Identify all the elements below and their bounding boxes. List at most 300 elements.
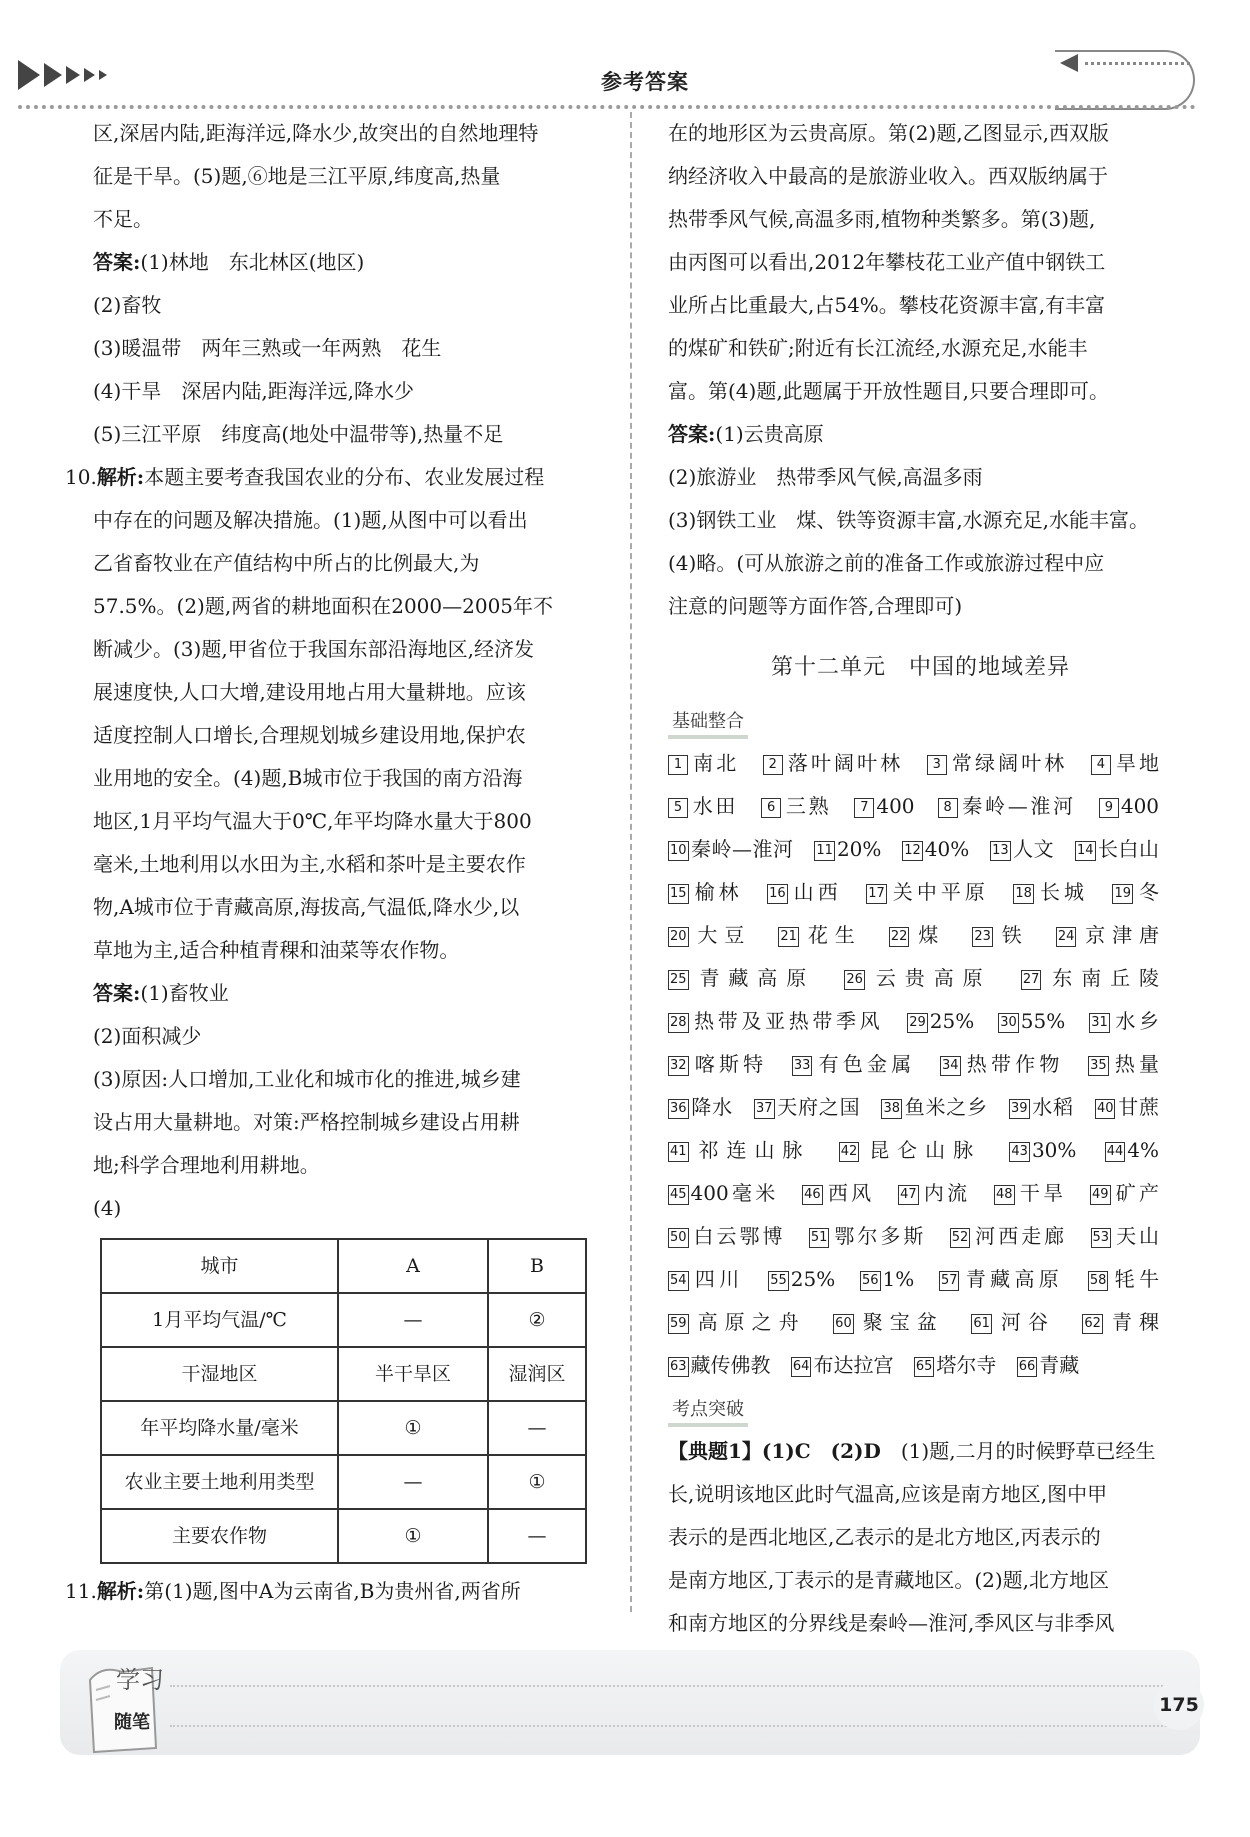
chip-text: 1% bbox=[882, 1267, 915, 1291]
chip-text: 20% bbox=[836, 837, 882, 861]
number-box-icon: 37 bbox=[754, 1099, 775, 1119]
chip-text: 长白山 bbox=[1097, 837, 1160, 861]
answer-chip bbox=[668, 966, 815, 990]
answer-item: 地;科学合理地利用耕地。 bbox=[93, 1153, 320, 1177]
answer-item: (2)旅游业 热带季风气候,高温多雨 bbox=[668, 465, 983, 489]
table-row bbox=[101, 1401, 586, 1455]
table-row bbox=[101, 1455, 586, 1509]
notes-subtitle: 随笔 bbox=[114, 1712, 150, 1733]
answer-chip bbox=[761, 794, 831, 818]
page-footer bbox=[60, 1650, 1200, 1770]
number-box-icon: 65 bbox=[914, 1357, 935, 1377]
chip-text: 400毫米 bbox=[690, 1181, 779, 1205]
answer-chip bbox=[1088, 1267, 1159, 1291]
answer-chip bbox=[1075, 837, 1159, 861]
chip-text: 秦岭—淮河 bbox=[959, 794, 1076, 818]
answer-chip bbox=[668, 1267, 744, 1291]
dianti-explanation bbox=[668, 1430, 1173, 1645]
text-line: 物,A城市位于青藏高原,海拔高,气温低,降水少,以 bbox=[93, 895, 520, 919]
q11-answers bbox=[668, 413, 1173, 628]
text-line: 长,说明该地区此时气温高,应该是南方地区,图中甲 bbox=[668, 1482, 1108, 1506]
table-cell: — bbox=[338, 1455, 488, 1509]
number-box-icon: 16 bbox=[767, 884, 788, 904]
table-cell: ② bbox=[488, 1293, 586, 1347]
number-box-icon: 64 bbox=[791, 1357, 812, 1377]
answer-item: (1)林地 东北林区(地区) bbox=[140, 250, 365, 274]
table-cell: 主要农作物 bbox=[101, 1509, 338, 1563]
chip-text: 旱地 bbox=[1112, 751, 1160, 775]
notes-title: 学习 bbox=[116, 1666, 164, 1694]
number-box-icon: 48 bbox=[994, 1185, 1015, 1205]
chip-text: 水田 bbox=[690, 794, 739, 818]
text-line: 在的地形区为云贵高原。第(2)题,乙图显示,西双版 bbox=[668, 121, 1110, 145]
answer-chip bbox=[814, 837, 881, 861]
chip-text: 秦岭—淮河 bbox=[690, 837, 794, 861]
chip-text: 热带及亚热带季风 bbox=[690, 1009, 884, 1033]
answer-chip bbox=[809, 1224, 926, 1248]
answer-chip bbox=[668, 794, 738, 818]
answer-chip bbox=[763, 751, 904, 775]
answer-chip bbox=[668, 880, 743, 904]
table-header-cell: 城市 bbox=[101, 1239, 338, 1293]
number-box-icon: 10 bbox=[668, 841, 689, 861]
number-box-icon: 34 bbox=[940, 1056, 961, 1076]
question-number: 11. bbox=[65, 1579, 97, 1603]
table-cell: — bbox=[488, 1401, 586, 1455]
number-box-icon: 15 bbox=[668, 884, 689, 904]
number-box-icon: 46 bbox=[802, 1185, 823, 1205]
table-cell: — bbox=[338, 1293, 488, 1347]
number-box-icon: 21 bbox=[778, 927, 799, 947]
table-cell: ① bbox=[338, 1509, 488, 1563]
answer-chip bbox=[668, 1138, 810, 1162]
answer-item: (5)三江平原 纬度高(地处中温带等),热量不足 bbox=[93, 422, 504, 446]
number-box-icon: 3 bbox=[927, 755, 947, 775]
left-column bbox=[65, 112, 600, 1613]
answer-chip bbox=[1021, 966, 1159, 990]
text-line: 热带季风气候,高温多雨,植物种类繁多。第(3)题, bbox=[668, 207, 1096, 231]
chip-text: 青稞 bbox=[1104, 1310, 1160, 1334]
chip-text: 塔尔寺 bbox=[936, 1353, 997, 1377]
answer-chip bbox=[940, 1052, 1064, 1076]
number-box-icon: 58 bbox=[1088, 1271, 1109, 1291]
answer-chip bbox=[1056, 923, 1159, 947]
number-box-icon: 60 bbox=[833, 1314, 854, 1334]
number-box-icon: 39 bbox=[1009, 1099, 1030, 1119]
answer-chip bbox=[939, 1267, 1063, 1291]
answer-chip bbox=[1091, 751, 1159, 775]
answer-chip bbox=[971, 1310, 1055, 1334]
question-number: 10. bbox=[65, 465, 97, 489]
chip-text: 25% bbox=[929, 1009, 975, 1033]
number-box-icon: 12 bbox=[902, 841, 923, 861]
answer-chip bbox=[994, 1181, 1066, 1205]
number-box-icon: 41 bbox=[668, 1142, 689, 1162]
answer-chip bbox=[889, 923, 945, 947]
number-box-icon: 35 bbox=[1088, 1056, 1109, 1076]
chip-text: 人文 bbox=[1012, 837, 1055, 861]
chip-text: 落叶阔叶林 bbox=[784, 751, 904, 775]
text-line: 的煤矿和铁矿;附近有长江流经,水源充足,水能丰 bbox=[668, 336, 1088, 360]
answer-chip bbox=[938, 794, 1076, 818]
number-box-icon: 7 bbox=[854, 798, 874, 818]
chip-text: 大豆 bbox=[690, 923, 752, 947]
number-box-icon: 57 bbox=[939, 1271, 960, 1291]
chip-text: 40% bbox=[924, 837, 970, 861]
number-box-icon: 59 bbox=[668, 1314, 689, 1334]
answer-chip bbox=[1105, 1138, 1159, 1162]
answer-chip bbox=[668, 923, 751, 947]
number-box-icon: 26 bbox=[844, 970, 865, 990]
answer-chip bbox=[854, 794, 914, 818]
number-box-icon: 63 bbox=[668, 1357, 689, 1377]
table-cell: 干湿地区 bbox=[101, 1347, 338, 1401]
example-answer: (1)C (2)D bbox=[761, 1439, 881, 1463]
table-cell: 1月平均气温/℃ bbox=[101, 1293, 338, 1347]
number-box-icon: 25 bbox=[668, 970, 689, 990]
table-cell: 半干旱区 bbox=[338, 1347, 488, 1401]
answer-chip bbox=[767, 880, 842, 904]
answer-chip bbox=[1009, 1138, 1076, 1162]
arrow-decoration-icon bbox=[18, 60, 111, 90]
number-box-icon: 52 bbox=[950, 1228, 971, 1248]
table-cell: ① bbox=[488, 1455, 586, 1509]
answer-chip bbox=[1009, 1095, 1074, 1119]
answer-chip bbox=[860, 1267, 914, 1291]
number-box-icon: 47 bbox=[898, 1185, 919, 1205]
table-header-cell: A bbox=[338, 1239, 488, 1293]
answer-item: (3)钢铁工业 煤、铁等资源丰富,水源充足,水能丰富。 bbox=[668, 508, 1150, 532]
explanation-label: 解析: bbox=[96, 465, 145, 489]
q9-explanation-tail bbox=[65, 112, 600, 241]
text-line: 富。第(4)题,此题属于开放性题目,只要合理即可。 bbox=[668, 379, 1110, 403]
text-line: 地区,1月平均气温大于0℃,年平均降水量大于800 bbox=[93, 809, 532, 833]
text-line: 是南方地区,丁表示的是青藏地区。(2)题,北方地区 bbox=[668, 1568, 1110, 1592]
section-heading: 考点突破 bbox=[668, 1397, 748, 1427]
number-box-icon: 23 bbox=[972, 927, 993, 947]
chip-text: 4% bbox=[1127, 1138, 1160, 1162]
number-box-icon: 31 bbox=[1089, 1013, 1110, 1033]
chip-text: 冬 bbox=[1135, 880, 1160, 904]
answer-chip bbox=[914, 1353, 997, 1377]
text-line: 乙省畜牧业在产值结构中所占的比例最大,为 bbox=[93, 551, 480, 575]
chip-text: 榆林 bbox=[690, 880, 743, 904]
answer-chip bbox=[668, 1353, 771, 1377]
table-row bbox=[101, 1347, 586, 1401]
chip-text: 煤 bbox=[911, 923, 946, 947]
chip-text: 长城 bbox=[1035, 880, 1089, 904]
text-line: 表示的是西北地区,乙表示的是北方地区,丙表示的 bbox=[668, 1525, 1101, 1549]
number-box-icon: 53 bbox=[1091, 1228, 1112, 1248]
answer-chip bbox=[898, 1181, 970, 1205]
chip-text: 喀斯特 bbox=[690, 1052, 768, 1076]
number-box-icon: 50 bbox=[668, 1228, 689, 1248]
notes-area bbox=[60, 1650, 1200, 1755]
number-box-icon: 1 bbox=[668, 755, 688, 775]
table-row bbox=[101, 1509, 586, 1563]
answer-chip bbox=[902, 837, 969, 861]
answer-chip bbox=[668, 1052, 767, 1076]
chip-text: 水乡 bbox=[1111, 1009, 1160, 1033]
answer-item: (1)云贵高原 bbox=[715, 422, 824, 446]
chip-text: 30% bbox=[1031, 1138, 1077, 1162]
text-line bbox=[668, 413, 1173, 456]
number-box-icon: 55 bbox=[768, 1271, 789, 1291]
note-line bbox=[170, 1685, 1170, 1687]
explanation-label: 解析: bbox=[96, 1579, 145, 1603]
text-line bbox=[93, 972, 600, 1015]
number-box-icon: 32 bbox=[668, 1056, 689, 1076]
climate-table bbox=[100, 1238, 587, 1564]
page-number: 175 bbox=[1154, 1680, 1204, 1730]
number-box-icon: 19 bbox=[1112, 884, 1133, 904]
right-column bbox=[668, 112, 1173, 1645]
answer-chip bbox=[668, 751, 739, 775]
chip-text: 布达拉宫 bbox=[813, 1353, 894, 1377]
answer-chip bbox=[778, 923, 861, 947]
table-cell: 农业主要土地利用类型 bbox=[101, 1455, 338, 1509]
table-cell: 年平均降水量/毫米 bbox=[101, 1401, 338, 1455]
answer-item: (4) bbox=[93, 1196, 122, 1220]
number-box-icon: 43 bbox=[1009, 1142, 1030, 1162]
number-box-icon: 5 bbox=[668, 798, 688, 818]
answer-chip bbox=[768, 1267, 835, 1291]
table-header-cell: B bbox=[488, 1239, 586, 1293]
chip-text: 鱼米之乡 bbox=[904, 1095, 988, 1119]
answer-chip bbox=[668, 1224, 785, 1248]
answer-chip bbox=[1013, 880, 1088, 904]
answer-chip bbox=[668, 1310, 806, 1334]
answer-chip bbox=[844, 966, 991, 990]
answer-chip bbox=[950, 1224, 1067, 1248]
number-box-icon: 24 bbox=[1056, 927, 1077, 947]
answer-chip bbox=[668, 1181, 779, 1205]
answer-chip bbox=[792, 1052, 916, 1076]
number-box-icon: 51 bbox=[809, 1228, 830, 1248]
number-box-icon: 11 bbox=[814, 841, 835, 861]
chip-text: 聚宝盆 bbox=[855, 1310, 944, 1334]
answer-chip bbox=[668, 1095, 733, 1119]
answer-chip bbox=[1017, 1353, 1080, 1377]
answer-item: (4)略。(可从旅游之前的准备工作或旅游过程中应 bbox=[668, 551, 1105, 575]
q11-explanation-start bbox=[65, 1570, 600, 1613]
chip-text: 山西 bbox=[789, 880, 842, 904]
answer-label: 答案: bbox=[668, 422, 716, 446]
chip-text: 河谷 bbox=[993, 1310, 1055, 1334]
text-line: 业所占比重最大,占54%。攀枝花资源丰富,有丰富 bbox=[668, 293, 1106, 317]
answer-chip bbox=[998, 1009, 1065, 1033]
page-header bbox=[0, 30, 1250, 110]
chip-text: 鄂尔多斯 bbox=[831, 1224, 927, 1248]
chip-text: 东南丘陵 bbox=[1043, 966, 1160, 990]
text-line: 业用地的安全。(4)题,B城市位于我国的南方沿海 bbox=[93, 766, 523, 790]
chip-text: 25% bbox=[790, 1267, 836, 1291]
answer-chip bbox=[972, 923, 1028, 947]
chip-text: 京津唐 bbox=[1078, 923, 1160, 947]
q9-answers bbox=[65, 241, 600, 456]
answer-chip bbox=[866, 880, 989, 904]
table-row bbox=[101, 1293, 586, 1347]
chip-text: 青藏 bbox=[1039, 1353, 1080, 1377]
number-box-icon: 66 bbox=[1017, 1357, 1038, 1377]
chip-text: 天府之国 bbox=[776, 1095, 861, 1119]
answer-item: (2)面积减少 bbox=[93, 1024, 202, 1048]
chip-text: 热量 bbox=[1110, 1052, 1160, 1076]
answer-chip bbox=[1095, 1095, 1159, 1119]
answer-item: (3)暖温带 两年三熟或一年两熟 花生 bbox=[93, 336, 442, 360]
table-cell: 湿润区 bbox=[488, 1347, 586, 1401]
fill-in-answers bbox=[668, 742, 1173, 1387]
number-box-icon: 44 bbox=[1105, 1142, 1126, 1162]
text-line: 本题主要考查我国农业的分布、农业发展过程 bbox=[144, 465, 545, 489]
answer-chip bbox=[1088, 1052, 1159, 1076]
chip-text: 55% bbox=[1020, 1009, 1066, 1033]
chip-text: 有色金属 bbox=[814, 1052, 916, 1076]
chip-text: 青藏高原 bbox=[690, 966, 816, 990]
text-line: 不足。 bbox=[93, 207, 153, 231]
answer-item: (1)畜牧业 bbox=[140, 981, 229, 1005]
answer-chip bbox=[791, 1353, 894, 1377]
table-cell: — bbox=[488, 1509, 586, 1563]
number-box-icon: 6 bbox=[761, 798, 781, 818]
text-line bbox=[668, 1430, 1173, 1473]
answer-chip bbox=[802, 1181, 874, 1205]
number-box-icon: 49 bbox=[1090, 1185, 1111, 1205]
answer-chip bbox=[668, 1009, 883, 1033]
chip-text: 青藏高原 bbox=[961, 1267, 1064, 1291]
text-line: 毫米,土地利用以水田为主,水稻和茶叶是主要农作 bbox=[93, 852, 526, 876]
answer-chip bbox=[927, 751, 1068, 775]
answer-chip bbox=[881, 1095, 987, 1119]
number-box-icon: 20 bbox=[668, 927, 689, 947]
chip-text: 甘蔗 bbox=[1117, 1095, 1160, 1119]
chip-text: 白云鄂博 bbox=[690, 1224, 786, 1248]
number-box-icon: 27 bbox=[1021, 970, 1042, 990]
chip-text: 干旱 bbox=[1016, 1181, 1067, 1205]
number-box-icon: 61 bbox=[971, 1314, 992, 1334]
chip-text: 三熟 bbox=[783, 794, 832, 818]
number-box-icon: 9 bbox=[1099, 798, 1119, 818]
number-box-icon: 2 bbox=[763, 755, 783, 775]
chip-text: 水稻 bbox=[1031, 1095, 1074, 1119]
answer-label: 答案: bbox=[93, 250, 141, 274]
answer-chip bbox=[1091, 1224, 1160, 1248]
answer-chip bbox=[1099, 794, 1159, 818]
answer-chip bbox=[839, 1138, 981, 1162]
chip-text: 高原之舟 bbox=[690, 1310, 806, 1334]
chip-text: 牦牛 bbox=[1110, 1267, 1160, 1291]
number-box-icon: 54 bbox=[668, 1271, 689, 1291]
text-line: 征是干旱。(5)题,⑥地是三江平原,纬度高,热量 bbox=[93, 164, 501, 188]
table-cell: ① bbox=[338, 1401, 488, 1455]
text-line: 断减少。(3)题,甲省位于我国东部沿海地区,经济发 bbox=[93, 637, 535, 661]
number-box-icon: 33 bbox=[792, 1056, 813, 1076]
example-label: 【典题1】 bbox=[668, 1439, 762, 1463]
text-line: (1)题,二月的时候野草已经生 bbox=[880, 1439, 1156, 1463]
text-line bbox=[93, 241, 600, 284]
text-line: 区,深居内陆,距海洋远,降水少,故突出的自然地理特 bbox=[93, 121, 539, 145]
text-line: 和南方地区的分界线是秦岭—淮河,季风区与非季风 bbox=[668, 1611, 1115, 1635]
chip-text: 内流 bbox=[920, 1181, 971, 1205]
table-header-row bbox=[101, 1239, 586, 1293]
chip-text: 祁连山脉 bbox=[690, 1138, 811, 1162]
chip-text: 藏传佛教 bbox=[690, 1353, 771, 1377]
chip-text: 矿产 bbox=[1112, 1181, 1160, 1205]
answer-label: 答案: bbox=[93, 981, 141, 1005]
text-line: 适度控制人口增长,合理规划城乡建设用地,保护农 bbox=[93, 723, 526, 747]
unit-title: 第十二单元 中国的地域差异 bbox=[770, 655, 1070, 680]
chip-text: 400 bbox=[1120, 794, 1160, 818]
chip-text: 铁 bbox=[994, 923, 1029, 947]
answer-chip bbox=[668, 837, 794, 861]
chip-text: 热带作物 bbox=[962, 1052, 1064, 1076]
chip-text: 关中平原 bbox=[888, 880, 989, 904]
chip-text: 天山 bbox=[1113, 1224, 1160, 1248]
number-box-icon: 8 bbox=[938, 798, 958, 818]
number-box-icon: 40 bbox=[1095, 1099, 1116, 1119]
answer-chip bbox=[833, 1310, 944, 1334]
number-box-icon: 18 bbox=[1013, 884, 1034, 904]
chip-text: 花生 bbox=[800, 923, 862, 947]
chip-text: 常绿阔叶林 bbox=[948, 751, 1068, 775]
number-box-icon: 42 bbox=[839, 1142, 860, 1162]
number-box-icon: 14 bbox=[1075, 841, 1096, 861]
text-line: 中存在的问题及解决措施。(1)题,从图中可以看出 bbox=[93, 508, 528, 532]
answer-item: (2)畜牧 bbox=[93, 293, 162, 317]
number-box-icon: 38 bbox=[881, 1099, 902, 1119]
chip-text: 400 bbox=[876, 794, 915, 818]
section-heading: 基础整合 bbox=[668, 709, 748, 739]
answer-item: (3)原因:人口增加,工业化和城市化的推进,城乡建 bbox=[93, 1067, 521, 1091]
dotted-decoration bbox=[1085, 62, 1190, 65]
number-box-icon: 56 bbox=[860, 1271, 881, 1291]
chip-text: 西风 bbox=[824, 1181, 875, 1205]
chip-text: 南北 bbox=[690, 751, 740, 775]
answer-chip bbox=[907, 1009, 974, 1033]
text-line bbox=[65, 456, 600, 499]
number-box-icon: 28 bbox=[668, 1013, 689, 1033]
answer-chip bbox=[1090, 1181, 1159, 1205]
answer-item: (4)干旱 深居内陆,距海洋远,降水少 bbox=[93, 379, 415, 403]
left-arrow-icon bbox=[1060, 54, 1078, 72]
text-line: 草地为主,适合种植青稞和油菜等农作物。 bbox=[93, 938, 460, 962]
number-box-icon: 22 bbox=[889, 927, 910, 947]
number-box-icon: 4 bbox=[1091, 755, 1111, 775]
number-box-icon: 29 bbox=[907, 1013, 928, 1033]
answer-chip bbox=[990, 837, 1054, 861]
chip-text: 河西走廊 bbox=[972, 1224, 1068, 1248]
answer-chip bbox=[1112, 880, 1159, 904]
q11-explanation-tail bbox=[668, 112, 1173, 413]
chip-text: 昆仑山脉 bbox=[861, 1138, 982, 1162]
number-box-icon: 13 bbox=[990, 841, 1011, 861]
text-line: 57.5%。(2)题,两省的耕地面积在2000—2005年不 bbox=[93, 594, 554, 618]
chip-text: 云贵高原 bbox=[866, 966, 992, 990]
answer-chip bbox=[1089, 1009, 1159, 1033]
number-box-icon: 17 bbox=[866, 884, 887, 904]
number-box-icon: 36 bbox=[668, 1099, 689, 1119]
header-divider bbox=[18, 105, 1196, 109]
number-box-icon: 30 bbox=[998, 1013, 1019, 1033]
answer-item: 注意的问题等方面作答,合理即可) bbox=[668, 594, 963, 618]
answer-chip bbox=[754, 1095, 860, 1119]
note-line bbox=[170, 1725, 1170, 1727]
text-line: 纳经济收入中最高的是旅游业收入。西双版纳属于 bbox=[668, 164, 1108, 188]
text-line: 由丙图可以看出,2012年攀枝花工业产值中钢铁工 bbox=[668, 250, 1106, 274]
text-line: 展速度快,人口大增,建设用地占用大量耕地。应该 bbox=[93, 680, 526, 704]
number-box-icon: 62 bbox=[1082, 1314, 1103, 1334]
column-divider bbox=[630, 112, 632, 1612]
